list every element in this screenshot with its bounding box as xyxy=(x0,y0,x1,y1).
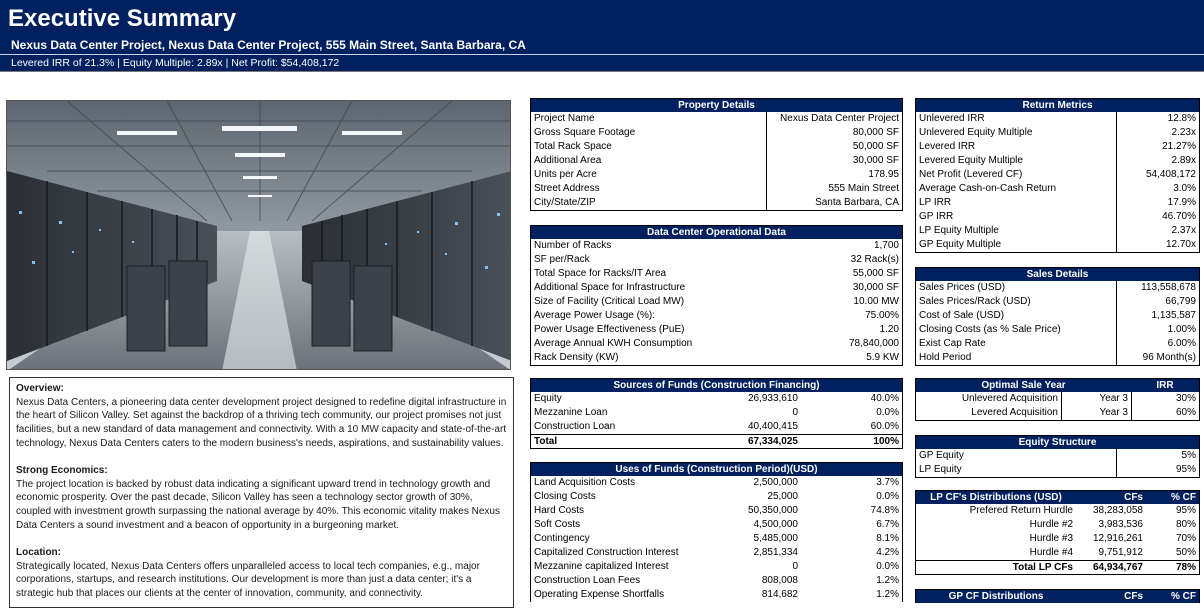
row-label: Hard Costs xyxy=(534,505,585,516)
row-label: Sales Prices (USD) xyxy=(919,282,1006,293)
row-label: Total Rack Space xyxy=(534,141,612,152)
row-label: Closing Costs xyxy=(534,491,596,502)
data-center-photo xyxy=(6,100,511,370)
lp-distributions-header xyxy=(916,491,1199,504)
table-row xyxy=(916,309,1199,323)
row-percent: 70% xyxy=(1175,533,1196,544)
row-value: 50,000 SF xyxy=(766,140,902,154)
report-header xyxy=(0,0,1204,72)
property-details-table xyxy=(530,98,903,211)
row-label: Mezzanine Loan xyxy=(534,407,608,418)
table-row xyxy=(916,351,1199,365)
row-year: Year 3 xyxy=(1061,392,1131,406)
economics-paragraph: The project location is backed by robust data indicating a significant upward trend in technology growth and economic prosperity. Over the past decade, Silicon Valley has seen a technology sector growth of 30%, coupled with investment growth surpassing the national average by 40%. This economic vitality makes Nexus Data Centers a sound investment and a beacon of opportunity in a burgeoning market. xyxy=(16,478,500,531)
row-label: Levered Equity Multiple xyxy=(919,155,1023,166)
row-amount: 50,350,000 xyxy=(747,505,798,516)
property-details-title: Property Details xyxy=(531,99,902,112)
table-row xyxy=(531,574,902,588)
row-percent: 0.0% xyxy=(876,491,899,502)
row-value: 178.95 xyxy=(766,168,902,182)
total-percent: 100% xyxy=(873,436,899,447)
table-row xyxy=(916,281,1199,295)
row-percent: 50% xyxy=(1175,547,1196,558)
table-row xyxy=(916,337,1199,351)
total-percent: 78% xyxy=(1175,562,1196,573)
row-value: 1,700 xyxy=(873,240,899,251)
table-row xyxy=(916,168,1199,182)
lp-distributions-title: LP CF's Distributions (USD) xyxy=(930,492,1062,503)
return-metrics-title: Return Metrics xyxy=(916,99,1199,112)
row-label: LP Equity xyxy=(919,464,962,475)
row-amount: 25,000 xyxy=(767,491,798,502)
table-row xyxy=(916,126,1199,140)
table-row xyxy=(916,182,1199,196)
row-irr: 60% xyxy=(1131,406,1199,420)
row-amount: 26,933,610 xyxy=(747,393,798,404)
row-label: Prefered Return Hurdle xyxy=(969,505,1073,516)
sources-of-funds-table xyxy=(530,378,903,449)
row-amount: 2,500,000 xyxy=(753,477,798,488)
row-value: Nexus Data Center Project xyxy=(766,112,902,126)
optimal-sale-year-table xyxy=(915,378,1200,421)
optimal-sale-header xyxy=(916,379,1199,392)
header-divider xyxy=(0,54,1204,55)
row-percent: 1.2% xyxy=(876,589,899,600)
row-value: 5.9 KW xyxy=(866,352,899,363)
cfs-column-header: CFs xyxy=(1124,492,1143,503)
row-label: Gross Square Footage xyxy=(534,127,636,138)
row-value: 66,799 xyxy=(1116,295,1199,309)
equity-structure-title: Equity Structure xyxy=(916,436,1199,449)
location-heading: Location: xyxy=(16,547,61,559)
table-row xyxy=(531,126,902,140)
table-row xyxy=(531,239,902,253)
row-cfs: 9,751,912 xyxy=(1098,547,1143,558)
overview-textbox xyxy=(9,377,514,608)
total-amount: 67,334,025 xyxy=(747,436,798,447)
row-label: Average Annual KWH Consumption xyxy=(534,338,693,349)
row-value: 30,000 SF xyxy=(766,154,902,168)
row-value: 46.70% xyxy=(1116,210,1199,224)
row-percent: 8.1% xyxy=(876,533,899,544)
row-label: Additional Space for Infrastructure xyxy=(534,282,686,293)
row-label: GP Equity xyxy=(919,450,964,461)
row-cfs: 3,983,536 xyxy=(1098,519,1143,530)
operational-data-title: Data Center Operational Data xyxy=(531,226,902,239)
row-label: LP IRR xyxy=(919,197,952,208)
row-label: Land Acquisition Costs xyxy=(534,477,636,488)
uses-of-funds-table xyxy=(530,462,903,602)
table-row xyxy=(531,295,902,309)
row-label: Hurdle #4 xyxy=(1029,547,1073,558)
row-label: Unlevered IRR xyxy=(919,113,985,124)
row-percent: 40.0% xyxy=(870,393,899,404)
operational-data-table xyxy=(530,225,903,366)
table-row xyxy=(916,518,1199,532)
table-row xyxy=(531,420,902,434)
table-row xyxy=(531,323,902,337)
row-value: 55,000 SF xyxy=(852,268,899,279)
table-row xyxy=(916,463,1199,477)
row-cfs: 12,916,261 xyxy=(1092,533,1143,544)
sales-details-table xyxy=(915,267,1200,366)
row-label: Contingency xyxy=(534,533,590,544)
row-percent: 60.0% xyxy=(870,421,899,432)
row-value: 80,000 SF xyxy=(766,126,902,140)
row-value: 32 Rack(s) xyxy=(850,254,899,265)
table-row xyxy=(531,351,902,365)
row-irr: 30% xyxy=(1131,392,1199,406)
row-value: 12.70x xyxy=(1116,238,1199,252)
table-row xyxy=(916,406,1199,420)
row-amount: 814,682 xyxy=(761,589,798,600)
row-percent: 3.7% xyxy=(876,477,899,488)
table-row xyxy=(531,518,902,532)
total-label: Total LP CFs xyxy=(1012,562,1073,573)
row-value: 6.00% xyxy=(1116,337,1199,351)
total-row xyxy=(916,560,1199,574)
equity-structure-table xyxy=(915,435,1200,478)
row-label: Levered IRR xyxy=(919,141,976,152)
row-label: Exist Cap Rate xyxy=(919,338,986,349)
cfs-column-header: CFs xyxy=(1124,591,1143,602)
row-label: Rack Density (KW) xyxy=(534,352,619,363)
row-label: Number of Racks xyxy=(534,240,612,251)
row-value: 2.37x xyxy=(1116,224,1199,238)
row-value: 1.00% xyxy=(1116,323,1199,337)
row-value: 17.9% xyxy=(1116,196,1199,210)
row-value: 30,000 SF xyxy=(852,282,899,293)
table-row xyxy=(916,140,1199,154)
table-row xyxy=(916,449,1199,463)
row-label: Closing Costs (as % Sale Price) xyxy=(919,324,1061,335)
page-title: Executive Summary xyxy=(8,5,237,32)
table-row xyxy=(531,560,902,574)
row-label: Soft Costs xyxy=(534,519,581,530)
row-cfs: 38,283,058 xyxy=(1092,505,1143,516)
table-row xyxy=(531,406,902,420)
row-label: Construction Loan Fees xyxy=(534,575,641,586)
row-label: Construction Loan xyxy=(534,421,616,432)
row-label: LP Equity Multiple xyxy=(919,225,999,236)
row-amount: 0 xyxy=(792,407,798,418)
optimal-sale-title: Optimal Sale Year xyxy=(981,380,1066,391)
table-row xyxy=(531,309,902,323)
total-row xyxy=(531,434,902,448)
row-value: 2.89x xyxy=(1116,154,1199,168)
row-value: 555 Main Street xyxy=(766,182,902,196)
row-value: 21.27% xyxy=(1116,140,1199,154)
row-label: SF per/Rack xyxy=(534,254,590,265)
table-row xyxy=(916,210,1199,224)
row-percent: 95% xyxy=(1175,505,1196,516)
table-row xyxy=(531,546,902,560)
location-paragraph: Strategically located, Nexus Data Centers offers unparalleled access to local tech companies, e.g., major corporations, startups, and research institutions. Our development is more than just a data center; it's a strategic hub that places our clients at the center of innovation, community, and connectivity. xyxy=(16,560,480,600)
row-value: 113,558,678 xyxy=(1116,281,1199,295)
row-label: Capitalized Construction Interest xyxy=(534,547,679,558)
row-label: Hurdle #3 xyxy=(1029,533,1073,544)
table-row xyxy=(531,392,902,406)
economics-heading: Strong Economics: xyxy=(16,465,108,477)
table-row xyxy=(531,490,902,504)
row-label: Equity xyxy=(534,393,562,404)
row-label: Power Usage Effectiveness (PuE) xyxy=(534,324,685,335)
row-value: 1,135,587 xyxy=(1116,309,1199,323)
row-amount: 40,400,415 xyxy=(747,421,798,432)
row-value: 54,408,172 xyxy=(1116,168,1199,182)
table-row xyxy=(531,504,902,518)
sales-details-title: Sales Details xyxy=(916,268,1199,281)
row-amount: 5,485,000 xyxy=(753,533,798,544)
table-row xyxy=(916,532,1199,546)
server-room-illustration xyxy=(7,101,511,370)
row-percent: 0.0% xyxy=(876,407,899,418)
total-label: Total xyxy=(534,436,558,447)
row-label: Total Space for Racks/IT Area xyxy=(534,268,667,279)
table-row xyxy=(531,140,902,154)
gp-distributions-table xyxy=(915,589,1200,603)
table-row xyxy=(531,281,902,295)
row-label: Additional Area xyxy=(534,155,602,166)
project-subtitle: Nexus Data Center Project, Nexus Data Center Project, 555 Main Street, Santa Barbara, CA xyxy=(11,38,526,52)
row-percent: 6.7% xyxy=(876,519,899,530)
uses-of-funds-title: Uses of Funds (Construction Period)(USD) xyxy=(531,463,902,476)
row-value: 96 Month(s) xyxy=(1116,351,1199,365)
irr-column-header: IRR xyxy=(1156,380,1174,391)
table-row xyxy=(531,168,902,182)
row-value: 75.00% xyxy=(865,310,899,321)
row-label: Sales Prices/Rack (USD) xyxy=(919,296,1031,307)
total-cfs: 64,934,767 xyxy=(1092,562,1143,573)
row-value: Santa Barbara, CA xyxy=(766,196,902,210)
row-value: 10.00 MW xyxy=(853,296,899,307)
lp-distributions-table xyxy=(915,490,1200,575)
table-row xyxy=(916,295,1199,309)
overview-paragraph: Nexus Data Centers, a pioneering data center development project designed to redefine digital infrastructure in the heart of Silicon Valley. Set against the backdrop of a thriving tech community, our project promises not just facilities, but a new standard of data management and connectivity. With a 10 MW capacity and state-of-the-art technology, Nexus Data Centers caters to the modern business's needs, aspirations, and sustainability values. xyxy=(16,396,507,449)
table-row xyxy=(531,588,902,602)
row-amount: 808,008 xyxy=(761,575,798,586)
row-label: Units per Acre xyxy=(534,169,597,180)
table-row xyxy=(916,154,1199,168)
table-row xyxy=(916,112,1199,126)
table-row xyxy=(916,504,1199,518)
row-amount: 2,851,334 xyxy=(753,547,798,558)
row-label: Street Address xyxy=(534,183,600,194)
row-label: Net Profit (Levered CF) xyxy=(919,169,1023,180)
row-value: 95% xyxy=(1116,463,1199,477)
return-metrics-table xyxy=(915,98,1200,253)
key-metrics-line: Levered IRR of 21.3% | Equity Multiple: 2.89x | Net Profit: $54,408,172 xyxy=(11,57,340,69)
table-row xyxy=(531,337,902,351)
table-row xyxy=(531,182,902,196)
row-label: Size of Facility (Critical Load MW) xyxy=(534,296,685,307)
row-label: Unlevered Acquisition xyxy=(961,393,1058,404)
table-row xyxy=(531,532,902,546)
row-value: 78,840,000 xyxy=(848,338,899,349)
table-row xyxy=(531,253,902,267)
row-year: Year 3 xyxy=(1061,406,1131,420)
gp-distributions-title: GP CF Distributions xyxy=(948,591,1044,602)
row-value: 1.20 xyxy=(879,324,899,335)
table-row xyxy=(531,196,902,210)
table-row xyxy=(916,546,1199,560)
row-amount: 4,500,000 xyxy=(753,519,798,530)
table-row xyxy=(531,112,902,126)
table-row xyxy=(916,238,1199,252)
row-label: Average Power Usage (%): xyxy=(534,310,655,321)
row-label: Hold Period xyxy=(919,352,972,363)
row-percent: 4.2% xyxy=(876,547,899,558)
row-amount: 0 xyxy=(792,561,798,572)
row-label: Average Cash-on-Cash Return xyxy=(919,183,1057,194)
row-label: Operating Expense Shortfalls xyxy=(534,589,665,600)
row-value: 2.23x xyxy=(1116,126,1199,140)
row-percent: 0.0% xyxy=(876,561,899,572)
table-row xyxy=(916,224,1199,238)
row-label: City/State/ZIP xyxy=(534,197,596,208)
table-row xyxy=(916,323,1199,337)
overview-heading: Overview: xyxy=(16,383,64,394)
table-row xyxy=(531,154,902,168)
pct-cf-column-header: % CF xyxy=(1171,492,1196,503)
row-label: Cost of Sale (USD) xyxy=(919,310,1005,321)
row-percent: 74.8% xyxy=(870,505,899,516)
row-percent: 1.2% xyxy=(876,575,899,586)
pct-cf-column-header: % CF xyxy=(1171,591,1196,602)
row-label: Levered Acquisition xyxy=(971,407,1058,418)
row-label: GP Equity Multiple xyxy=(919,239,1002,250)
row-label: Mezzanine capitalized Interest xyxy=(534,561,669,572)
row-label: GP IRR xyxy=(919,211,954,222)
row-value: 12.8% xyxy=(1116,112,1199,126)
row-label: Unlevered Equity Multiple xyxy=(919,127,1033,138)
row-value: 3.0% xyxy=(1116,182,1199,196)
table-row xyxy=(916,392,1199,406)
gp-distributions-header xyxy=(916,590,1199,603)
row-label: Project Name xyxy=(534,113,595,124)
table-row xyxy=(531,267,902,281)
row-label: Hurdle #2 xyxy=(1029,519,1073,530)
row-percent: 80% xyxy=(1175,519,1196,530)
table-row xyxy=(916,196,1199,210)
sources-of-funds-title: Sources of Funds (Construction Financing) xyxy=(531,379,902,392)
table-row xyxy=(531,476,902,490)
row-value: 5% xyxy=(1116,449,1199,463)
